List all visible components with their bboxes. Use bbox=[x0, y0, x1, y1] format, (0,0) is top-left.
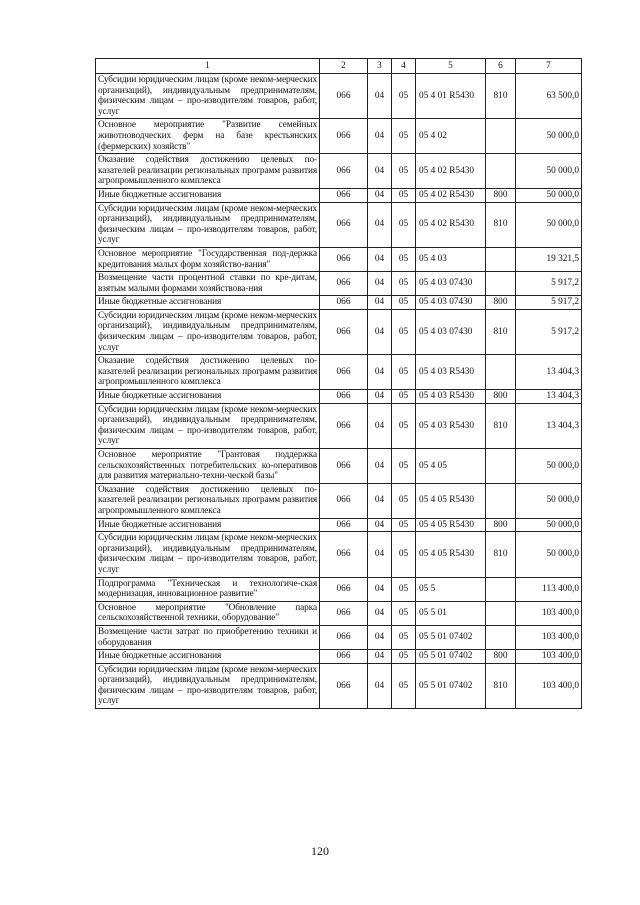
row-description: Подпрограмма "Техническая и технологиче-ская модернизация, инновационное развитие" bbox=[96, 577, 320, 601]
target-article-code: 05 5 01 07402 bbox=[416, 650, 486, 664]
expense-type-code bbox=[486, 483, 516, 518]
expense-type-code bbox=[486, 272, 516, 296]
expense-type-code bbox=[486, 154, 516, 189]
row-description: Возмещение части затрат по приобретению техники и оборудования bbox=[96, 625, 320, 649]
amount: 63 500,0 bbox=[516, 74, 582, 119]
section-code: 04 bbox=[368, 119, 392, 154]
ministry-code: 066 bbox=[320, 390, 368, 404]
amount: 103 400,0 bbox=[516, 663, 582, 708]
subsection-code: 05 bbox=[392, 355, 416, 390]
table-row bbox=[96, 74, 582, 119]
header-cell: 1 bbox=[96, 59, 320, 74]
ministry-code: 066 bbox=[320, 518, 368, 532]
ministry-code: 066 bbox=[320, 449, 368, 484]
ministry-code: 066 bbox=[320, 247, 368, 271]
section-code: 04 bbox=[368, 74, 392, 119]
subsection-code: 05 bbox=[392, 188, 416, 202]
subsection-code: 05 bbox=[392, 518, 416, 532]
row-description: Иные бюджетные ассигнования bbox=[96, 296, 320, 310]
table-row bbox=[96, 188, 582, 202]
expense-type-code: 800 bbox=[486, 188, 516, 202]
section-code: 04 bbox=[368, 483, 392, 518]
row-description: Иные бюджетные ассигнования bbox=[96, 650, 320, 664]
table-body bbox=[96, 74, 582, 709]
expense-type-code: 800 bbox=[486, 390, 516, 404]
section-code: 04 bbox=[368, 663, 392, 708]
table-row bbox=[96, 532, 582, 577]
table-row bbox=[96, 296, 582, 310]
amount: 103 400,0 bbox=[516, 601, 582, 625]
row-description: Субсидии юридическим лицам (кроме неком-мерческих организаций), индивидуальным предпринимателям, физическим лицам – про-изводителям товаров, работ, услуг bbox=[96, 202, 320, 247]
table-row bbox=[96, 663, 582, 708]
target-article-code: 05 4 05 R5430 bbox=[416, 483, 486, 518]
row-description: Иные бюджетные ассигнования bbox=[96, 390, 320, 404]
target-article-code: 05 4 03 07430 bbox=[416, 309, 486, 354]
ministry-code: 066 bbox=[320, 601, 368, 625]
amount: 50 000,0 bbox=[516, 518, 582, 532]
target-article-code: 05 4 02 R5430 bbox=[416, 202, 486, 247]
row-description: Основное мероприятие "Грантовая поддержка сельскохозяйственных потребительских ко-оперативов для развития материально-техни-ческой базы" bbox=[96, 449, 320, 484]
header-cell: 6 bbox=[486, 59, 516, 74]
section-code: 04 bbox=[368, 390, 392, 404]
amount: 19 321,5 bbox=[516, 247, 582, 271]
amount: 50 000,0 bbox=[516, 483, 582, 518]
subsection-code: 05 bbox=[392, 663, 416, 708]
ministry-code: 066 bbox=[320, 296, 368, 310]
row-description: Основное мероприятие "Государственная под-держка кредитования малых форм хозяйство-вания" bbox=[96, 247, 320, 271]
amount: 5 917,2 bbox=[516, 296, 582, 310]
table-row bbox=[96, 577, 582, 601]
ministry-code: 066 bbox=[320, 119, 368, 154]
section-code: 04 bbox=[368, 403, 392, 448]
table-row bbox=[96, 625, 582, 649]
ministry-code: 066 bbox=[320, 188, 368, 202]
subsection-code: 05 bbox=[392, 601, 416, 625]
subsection-code: 05 bbox=[392, 650, 416, 664]
target-article-code: 05 5 bbox=[416, 577, 486, 601]
table-row bbox=[96, 119, 582, 154]
expense-type-code bbox=[486, 119, 516, 154]
section-code: 04 bbox=[368, 355, 392, 390]
target-article-code: 05 5 01 bbox=[416, 601, 486, 625]
amount: 5 917,2 bbox=[516, 309, 582, 354]
row-description: Возмещение части процентной ставки по кре-дитам, взятым малыми формами хозяйствова-ния bbox=[96, 272, 320, 296]
row-description: Основное мероприятие "Обновление парка сельскохозяйственной техники, оборудование" bbox=[96, 601, 320, 625]
amount: 50 000,0 bbox=[516, 119, 582, 154]
row-description: Оказание содействия достижению целевых по-казателей реализации региональных программ развития агропромышленного комплекса bbox=[96, 154, 320, 189]
section-code: 04 bbox=[368, 202, 392, 247]
table-row bbox=[96, 272, 582, 296]
row-description: Субсидии юридическим лицам (кроме неком-мерческих организаций), индивидуальным предпринимателям, физическим лицам – про-изводителям товаров, работ, услуг bbox=[96, 663, 320, 708]
subsection-code: 05 bbox=[392, 403, 416, 448]
subsection-code: 05 bbox=[392, 625, 416, 649]
document-page bbox=[95, 58, 581, 709]
table-header-row bbox=[96, 59, 582, 74]
amount: 50 000,0 bbox=[516, 202, 582, 247]
ministry-code: 066 bbox=[320, 154, 368, 189]
expense-type-code bbox=[486, 625, 516, 649]
amount: 50 000,0 bbox=[516, 188, 582, 202]
expense-type-code: 810 bbox=[486, 663, 516, 708]
amount: 50 000,0 bbox=[516, 449, 582, 484]
table-row bbox=[96, 309, 582, 354]
section-code: 04 bbox=[368, 518, 392, 532]
target-article-code: 05 4 03 07430 bbox=[416, 272, 486, 296]
subsection-code: 05 bbox=[392, 247, 416, 271]
table-row bbox=[96, 154, 582, 189]
target-article-code: 05 4 02 R5430 bbox=[416, 188, 486, 202]
section-code: 04 bbox=[368, 309, 392, 354]
amount: 103 400,0 bbox=[516, 625, 582, 649]
ministry-code: 066 bbox=[320, 355, 368, 390]
row-description: Основное мероприятие "Развитие семейных животноводческих ферм на базе крестьянских (фермерских) хозяйств" bbox=[96, 119, 320, 154]
table-row bbox=[96, 483, 582, 518]
expense-type-code: 800 bbox=[486, 518, 516, 532]
header-cell: 4 bbox=[392, 59, 416, 74]
subsection-code: 05 bbox=[392, 483, 416, 518]
amount: 113 400,0 bbox=[516, 577, 582, 601]
section-code: 04 bbox=[368, 154, 392, 189]
ministry-code: 066 bbox=[320, 532, 368, 577]
row-description: Субсидии юридическим лицам (кроме неком-мерческих организаций), индивидуальным предпринимателям, физическим лицам – про-изводителям товаров, работ, услуг bbox=[96, 309, 320, 354]
table-row bbox=[96, 202, 582, 247]
table-row bbox=[96, 518, 582, 532]
subsection-code: 05 bbox=[392, 296, 416, 310]
section-code: 04 bbox=[368, 625, 392, 649]
amount: 50 000,0 bbox=[516, 532, 582, 577]
subsection-code: 05 bbox=[392, 390, 416, 404]
target-article-code: 05 4 05 bbox=[416, 449, 486, 484]
row-description: Субсидии юридическим лицам (кроме неком-мерческих организаций), индивидуальным предпринимателям, физическим лицам – про-изводителям товаров, работ, услуг bbox=[96, 74, 320, 119]
section-code: 04 bbox=[368, 296, 392, 310]
ministry-code: 066 bbox=[320, 577, 368, 601]
ministry-code: 066 bbox=[320, 650, 368, 664]
target-article-code: 05 4 03 R5430 bbox=[416, 390, 486, 404]
row-description: Иные бюджетные ассигнования bbox=[96, 518, 320, 532]
amount: 13 404,3 bbox=[516, 403, 582, 448]
table-row bbox=[96, 650, 582, 664]
amount: 50 000,0 bbox=[516, 154, 582, 189]
target-article-code: 05 4 03 R5430 bbox=[416, 403, 486, 448]
expense-type-code bbox=[486, 449, 516, 484]
ministry-code: 066 bbox=[320, 202, 368, 247]
target-article-code: 05 4 03 07430 bbox=[416, 296, 486, 310]
amount: 103 400,0 bbox=[516, 650, 582, 664]
table-row bbox=[96, 355, 582, 390]
amount: 13 404,3 bbox=[516, 390, 582, 404]
header-cell: 5 bbox=[416, 59, 486, 74]
ministry-code: 066 bbox=[320, 309, 368, 354]
row-description: Иные бюджетные ассигнования bbox=[96, 188, 320, 202]
section-code: 04 bbox=[368, 188, 392, 202]
header-cell: 2 bbox=[320, 59, 368, 74]
ministry-code: 066 bbox=[320, 625, 368, 649]
section-code: 04 bbox=[368, 650, 392, 664]
section-code: 04 bbox=[368, 247, 392, 271]
target-article-code: 05 4 02 R5430 bbox=[416, 154, 486, 189]
subsection-code: 05 bbox=[392, 202, 416, 247]
row-description: Оказание содействия достижению целевых по-казателей реализации региональных программ развития агропромышленного комплекса bbox=[96, 355, 320, 390]
target-article-code: 05 4 03 bbox=[416, 247, 486, 271]
header-cell: 3 bbox=[368, 59, 392, 74]
expense-type-code: 810 bbox=[486, 202, 516, 247]
subsection-code: 05 bbox=[392, 154, 416, 189]
expense-type-code: 810 bbox=[486, 309, 516, 354]
section-code: 04 bbox=[368, 449, 392, 484]
target-article-code: 05 4 03 R5430 bbox=[416, 355, 486, 390]
target-article-code: 05 4 02 bbox=[416, 119, 486, 154]
subsection-code: 05 bbox=[392, 74, 416, 119]
table-row bbox=[96, 449, 582, 484]
expense-type-code: 800 bbox=[486, 296, 516, 310]
target-article-code: 05 5 01 07402 bbox=[416, 663, 486, 708]
subsection-code: 05 bbox=[392, 532, 416, 577]
target-article-code: 05 4 01 R5430 bbox=[416, 74, 486, 119]
section-code: 04 bbox=[368, 601, 392, 625]
table-row bbox=[96, 403, 582, 448]
expense-type-code bbox=[486, 601, 516, 625]
expense-type-code: 810 bbox=[486, 74, 516, 119]
expense-type-code: 810 bbox=[486, 403, 516, 448]
expense-type-code bbox=[486, 355, 516, 390]
section-code: 04 bbox=[368, 532, 392, 577]
row-description: Оказание содействия достижению целевых по-казателей реализации региональных программ развития агропромышленного комплекса bbox=[96, 483, 320, 518]
header-cell: 7 bbox=[516, 59, 582, 74]
subsection-code: 05 bbox=[392, 309, 416, 354]
ministry-code: 066 bbox=[320, 663, 368, 708]
section-code: 04 bbox=[368, 272, 392, 296]
expense-type-code bbox=[486, 577, 516, 601]
expense-type-code: 800 bbox=[486, 650, 516, 664]
target-article-code: 05 5 01 07402 bbox=[416, 625, 486, 649]
budget-table bbox=[95, 58, 582, 709]
subsection-code: 05 bbox=[392, 272, 416, 296]
ministry-code: 066 bbox=[320, 272, 368, 296]
table-row bbox=[96, 390, 582, 404]
ministry-code: 066 bbox=[320, 74, 368, 119]
page-number: 120 bbox=[311, 844, 329, 858]
section-code: 04 bbox=[368, 577, 392, 601]
expense-type-code bbox=[486, 247, 516, 271]
amount: 5 917,2 bbox=[516, 272, 582, 296]
target-article-code: 05 4 05 R5430 bbox=[416, 532, 486, 577]
amount: 13 404,3 bbox=[516, 355, 582, 390]
table-row bbox=[96, 601, 582, 625]
expense-type-code: 810 bbox=[486, 532, 516, 577]
ministry-code: 066 bbox=[320, 403, 368, 448]
ministry-code: 066 bbox=[320, 483, 368, 518]
subsection-code: 05 bbox=[392, 119, 416, 154]
table-row bbox=[96, 247, 582, 271]
subsection-code: 05 bbox=[392, 577, 416, 601]
subsection-code: 05 bbox=[392, 449, 416, 484]
row-description: Субсидии юридическим лицам (кроме неком-мерческих организаций), индивидуальным предпринимателям, физическим лицам – про-изводителям товаров, работ, услуг bbox=[96, 532, 320, 577]
row-description: Субсидии юридическим лицам (кроме неком-мерческих организаций), индивидуальным предпринимателям, физическим лицам – про-изводителям товаров, работ, услуг bbox=[96, 403, 320, 448]
target-article-code: 05 4 05 R5430 bbox=[416, 518, 486, 532]
